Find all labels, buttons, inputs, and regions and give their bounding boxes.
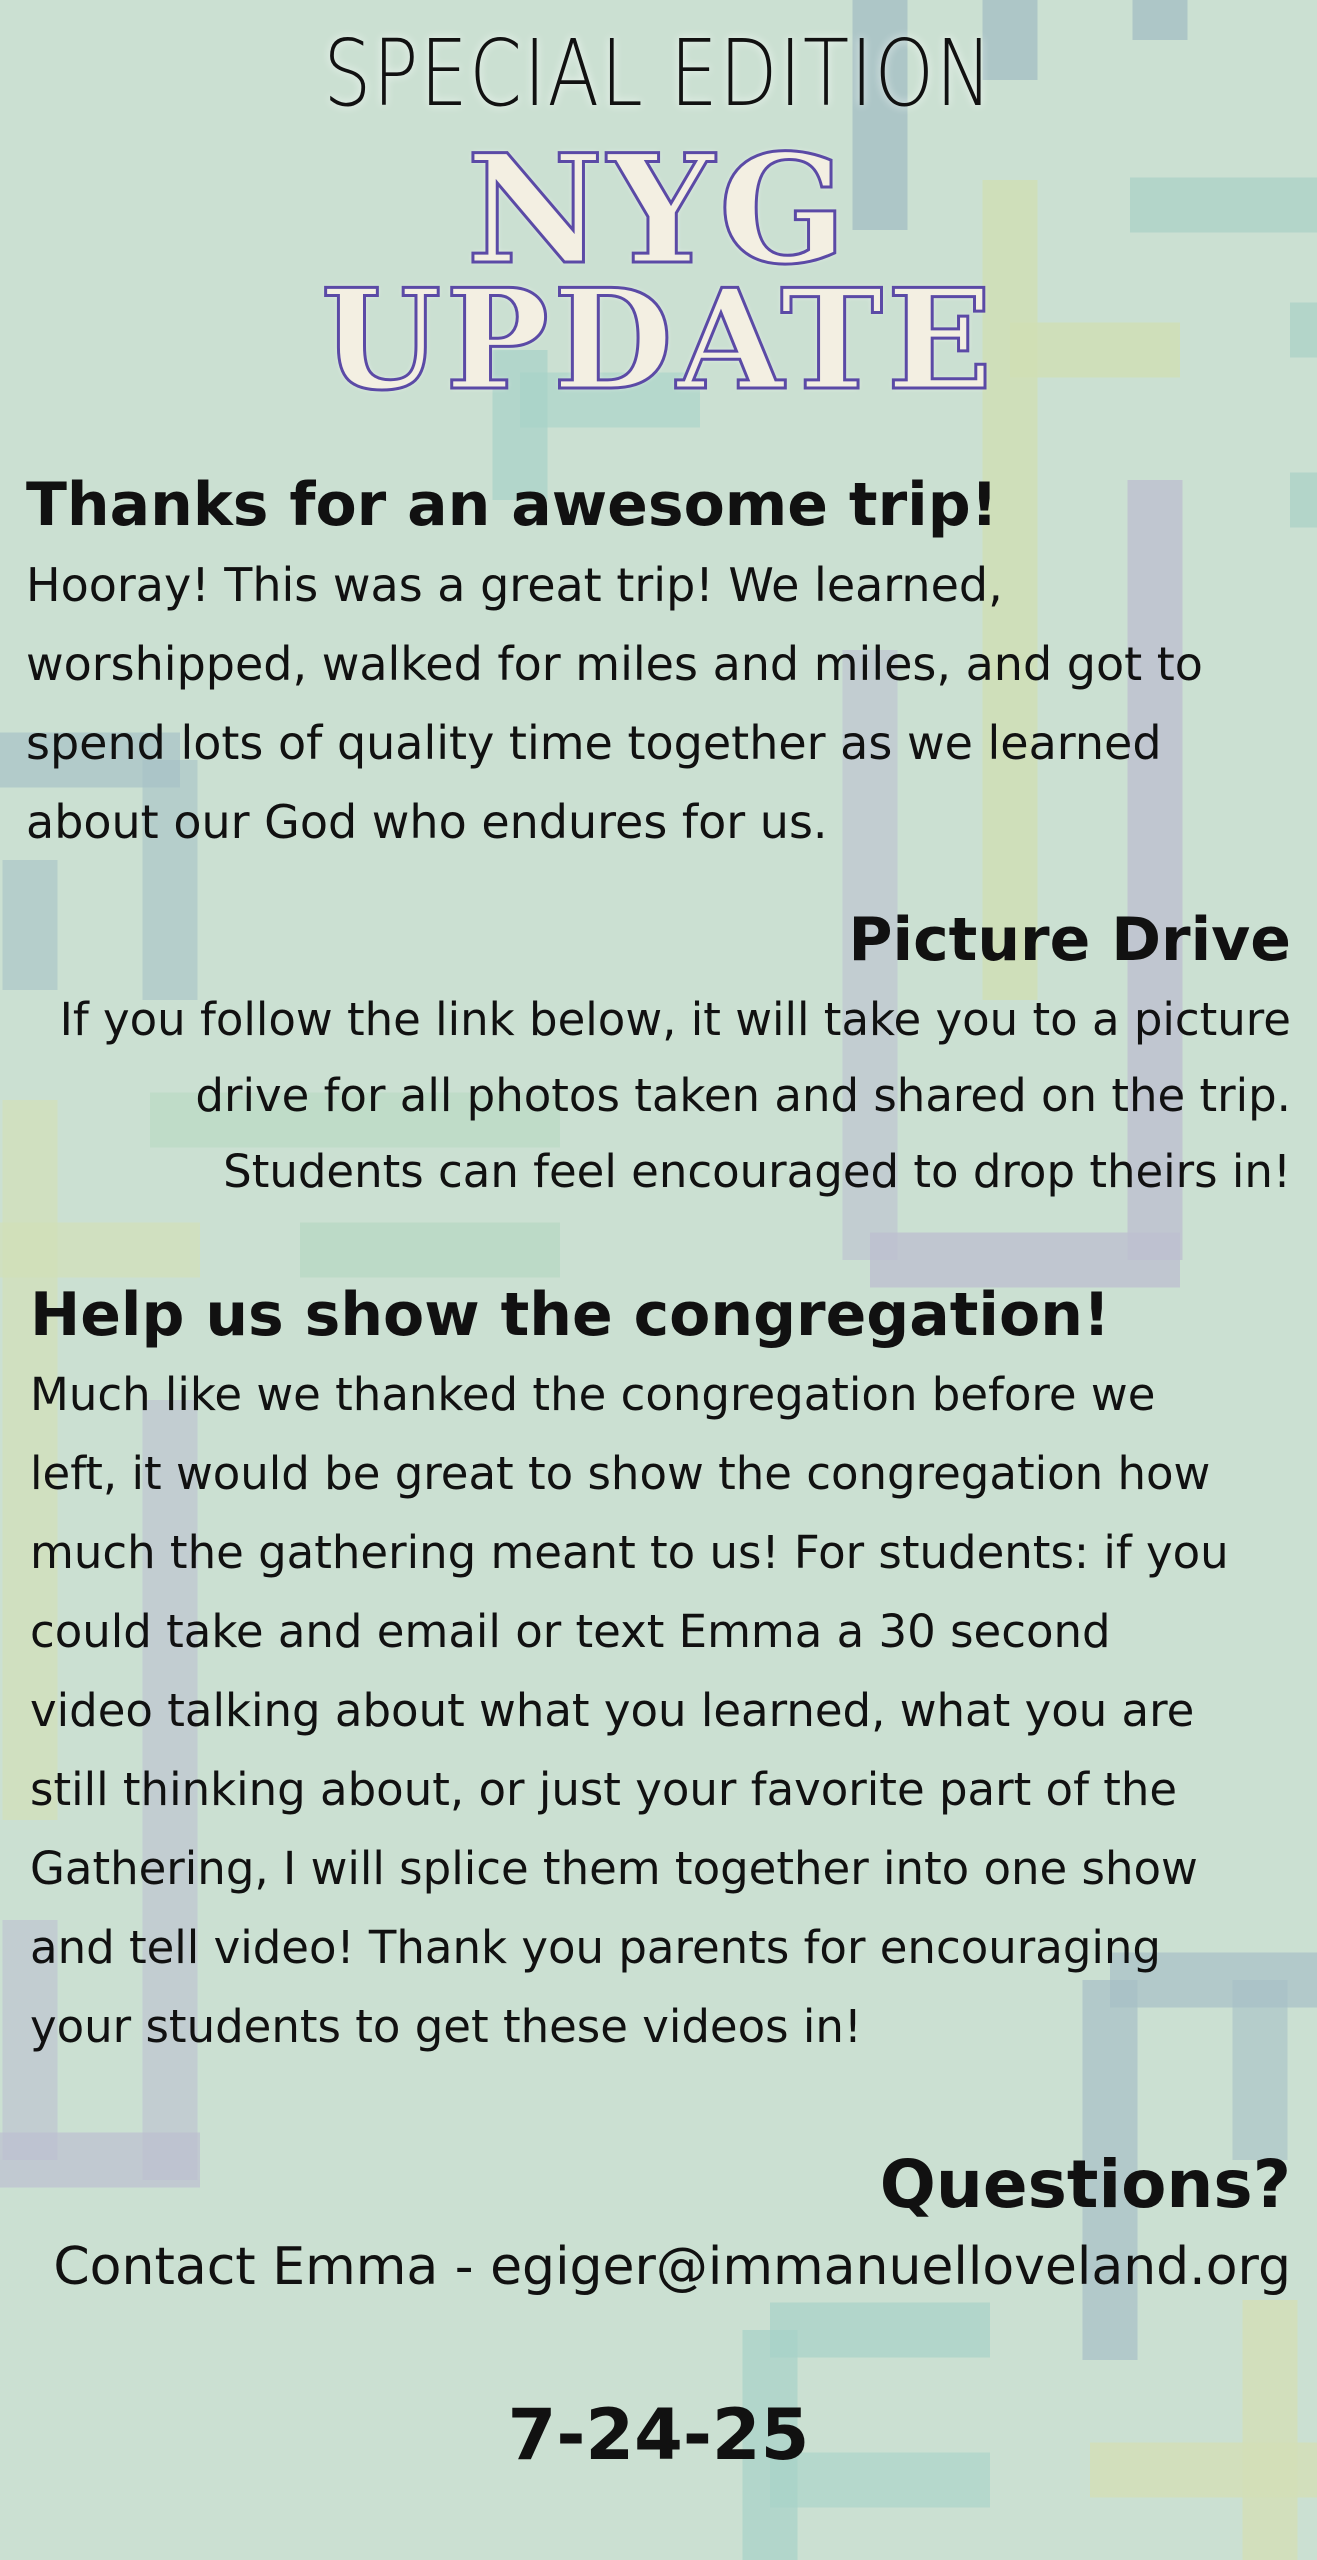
section-heading-questions: Questions? xyxy=(879,2146,1291,2223)
contact-line: Contact Emma - egiger@immanuelloveland.org xyxy=(53,2237,1291,2297)
edition-kicker: SPECIAL EDITION xyxy=(323,20,994,127)
section-body-congregation: Much like we thanked the congregation before we left, it would be great to show the congregation how much the gathering meant to us! For students: if you could take and email or text Emma a 30 second video talking about what you learned, what you are still thinking about, or just your favorite part of the Gathering, I will splice them together into one show and tell video! Thank you parents for encouraging your students to get these videos in! xyxy=(30,1368,1229,2053)
title-line-2: UPDATE xyxy=(320,258,997,421)
section-heading-trip: Thanks for an awesome trip! xyxy=(26,470,999,540)
section-body-trip: Hooray! This was a great trip! We learned, worshipped, walked for miles and miles, and got to spend lots of quality time together as we learned about our God who endures for us. xyxy=(26,558,1203,849)
section-body-picture-drive: If you follow the link below, it will take you to a picture drive for all photos taken and shared on the trip. Students can feel encouraged to drop theirs in! xyxy=(59,993,1291,1198)
section-heading-congregation: Help us show the congregation! xyxy=(30,1280,1111,1350)
issue-date: 7-24-25 xyxy=(507,2394,810,2476)
section-heading-picture-drive: Picture Drive xyxy=(848,905,1291,975)
title-line-1: NYG xyxy=(466,122,851,298)
